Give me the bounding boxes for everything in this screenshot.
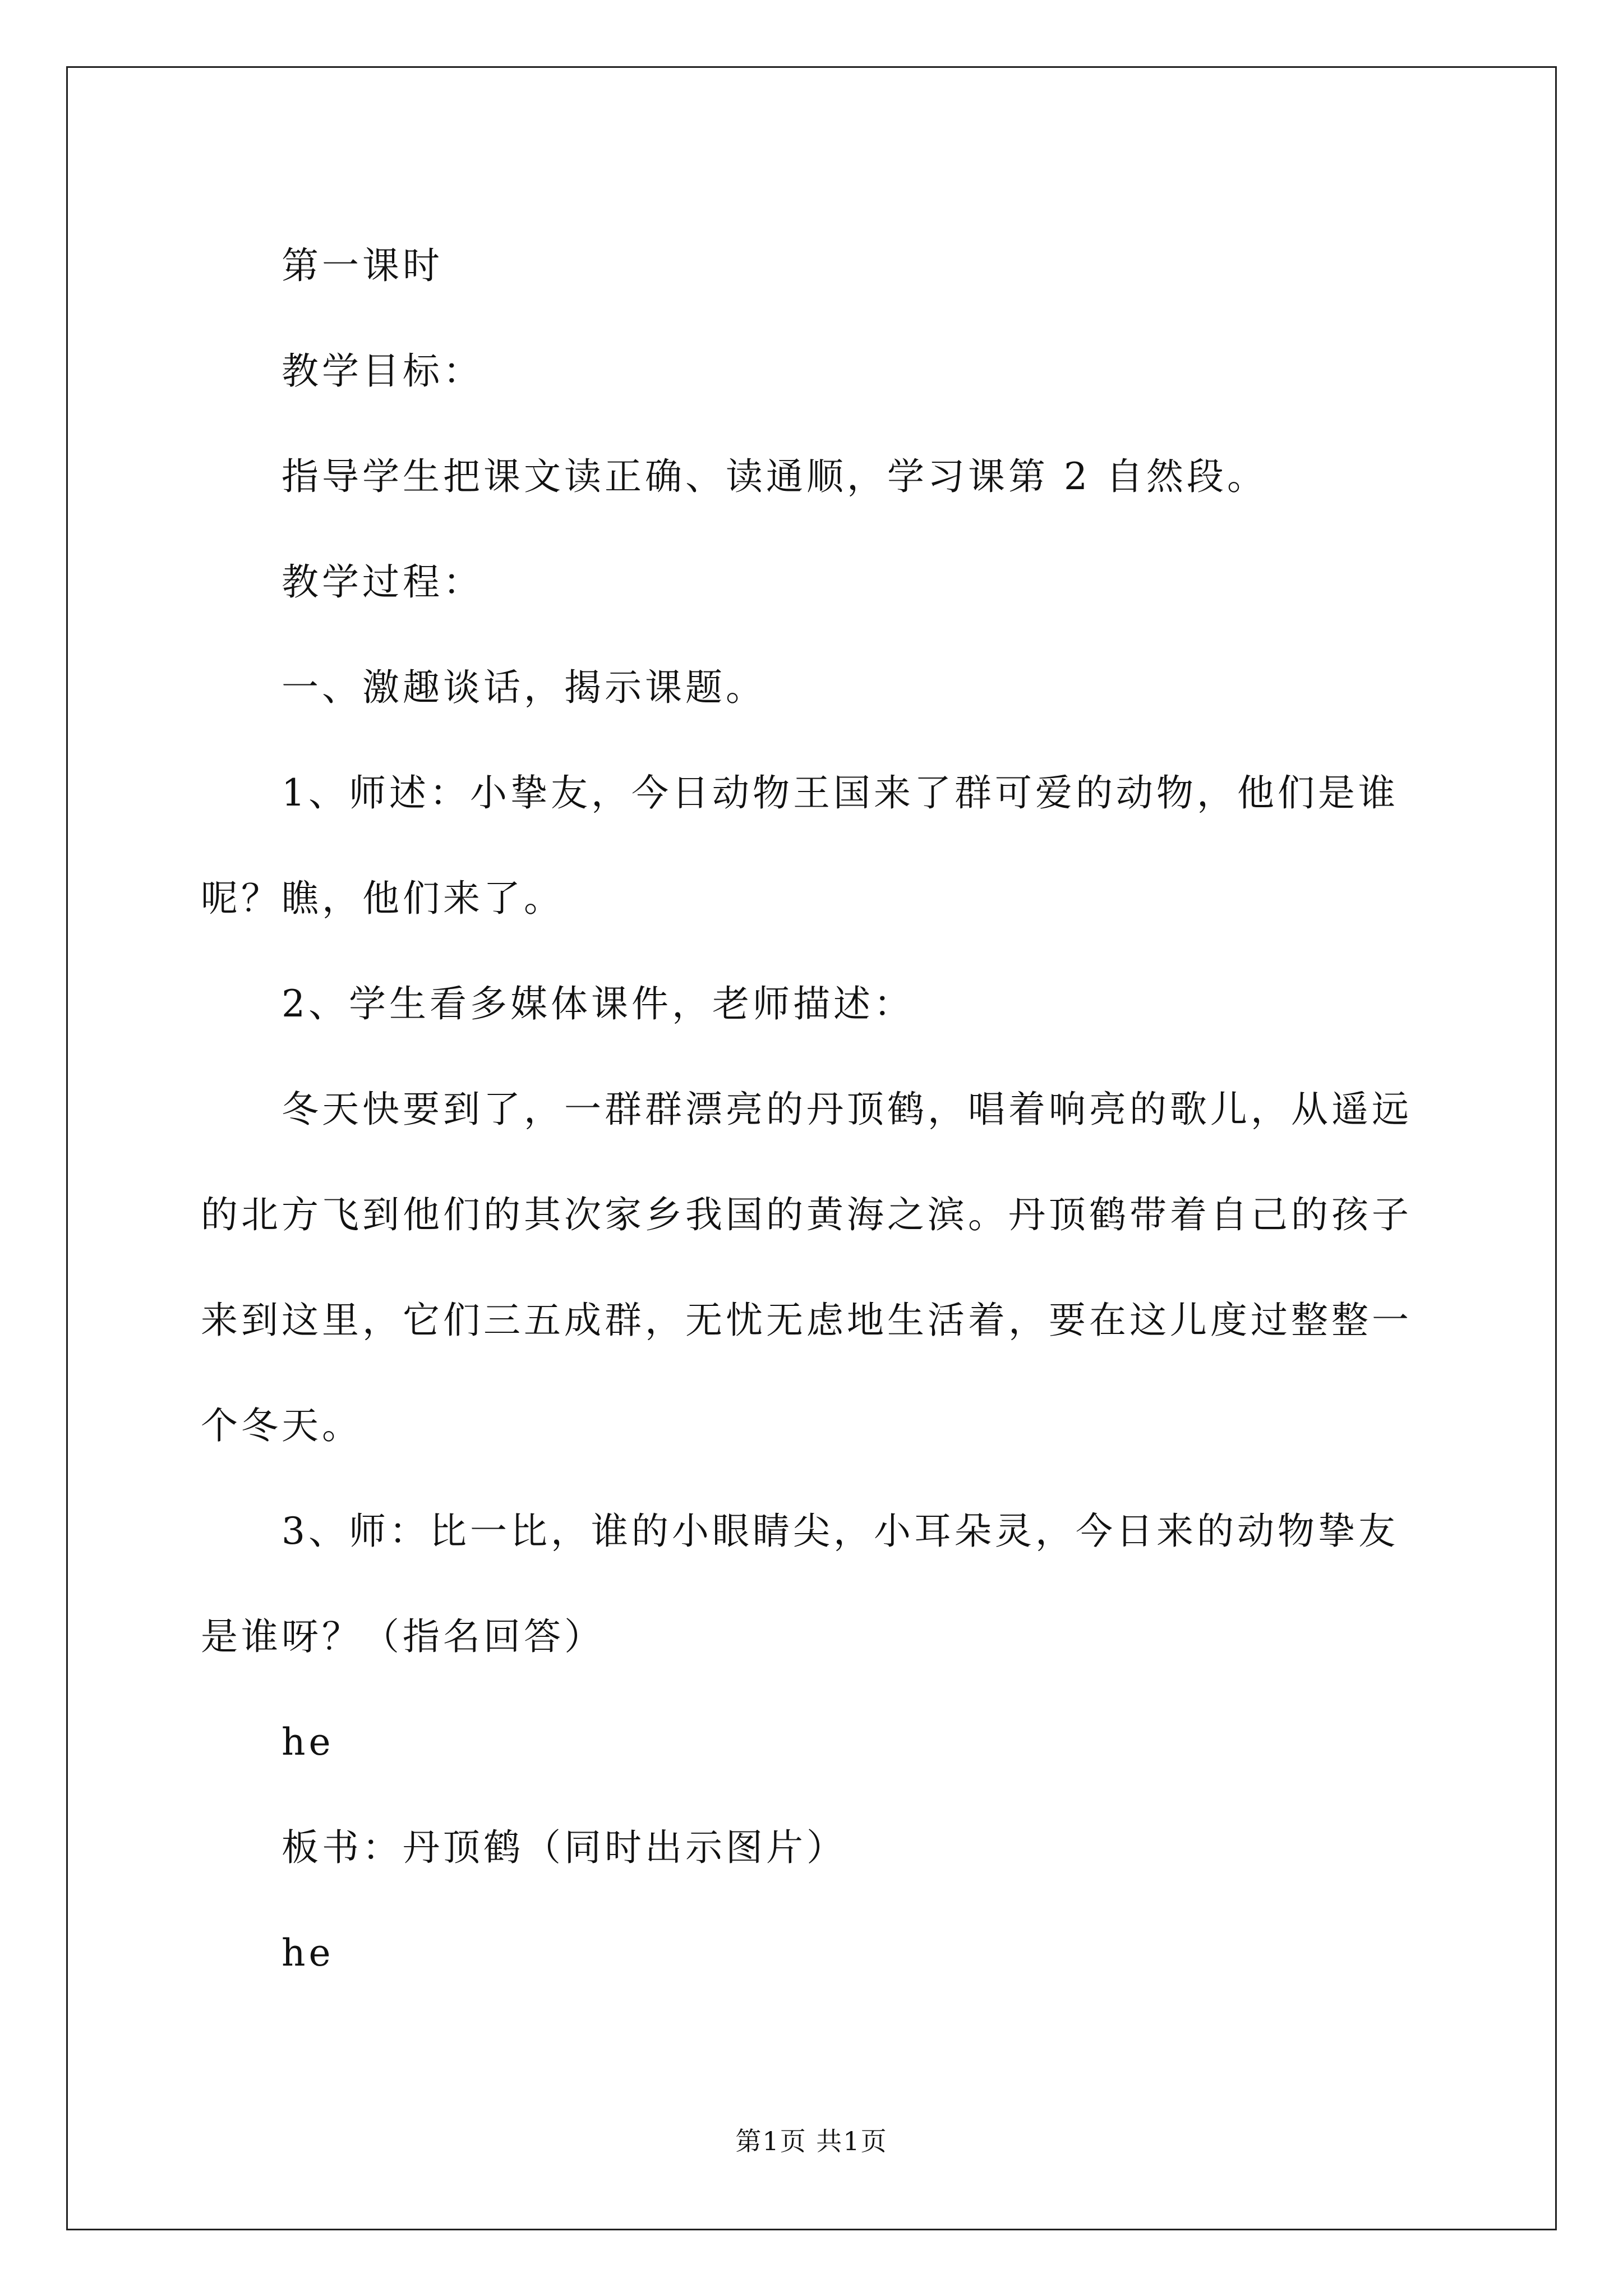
step-one-paragraph: 1、师述：小挚友，今日动物王国来了群可爱的动物，他们是谁呢？瞧，他们来了。 [201, 771, 1399, 920]
objectives-text: 指导学生把课文读正确、读通顺，学习课第 2 自然段。 [282, 455, 1267, 498]
step-three-paragraph: 3、师：比一比，谁的小眼睛尖，小耳朵灵，今日来的动物挚友是谁呀？（指名回答） [201, 1510, 1399, 1658]
step-two-paragraph: 2、学生看多媒体课件，老师描述： [282, 982, 914, 1025]
lesson-heading: 第一课时 [282, 244, 443, 287]
document-body [201, 213, 1435, 2006]
objectives-heading: 教学目标： [282, 349, 483, 393]
pinyin-line: he [282, 1720, 334, 1764]
pinyin-line: he [282, 1931, 334, 1975]
blackboard-line: 板书：丹顶鹤（同时出示图片） [282, 1826, 847, 1869]
process-heading: 教学过程： [282, 560, 483, 604]
page-footer: 第1页 共1页 [735, 2126, 888, 2156]
section-one-heading: 一、激趣谈话，揭示课题。 [282, 666, 766, 709]
description-paragraph: 冬天快要到了，一群群漂亮的丹顶鹤，唱着响亮的歌儿，从遥远的北方飞到他们的其次家乡我国的黄海之滨。丹顶鹤带着自己的孩子来到这里，它们三五成群，无忧无虑地生活着，要在这儿度过整整一个冬天。 [201, 1088, 1412, 1447]
